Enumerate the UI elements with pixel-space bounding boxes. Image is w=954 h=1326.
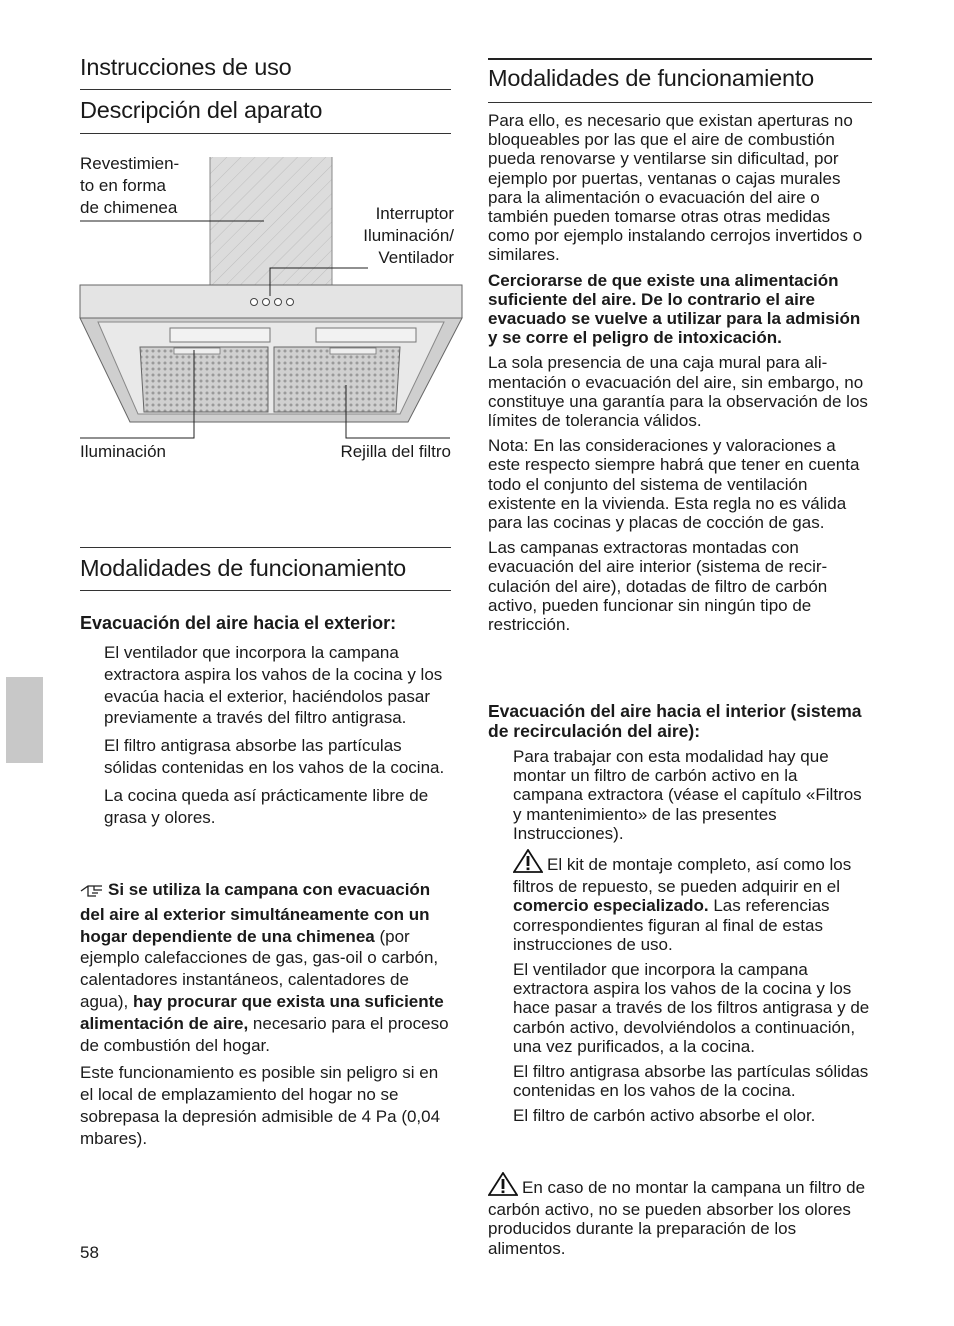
right-final-warning: En caso de no montar la campana un filtro de carbón activo, no se pueden absorber los olores producidos durante la preparación de los alimentos. <box>488 1172 872 1264</box>
right-block-1 <box>488 111 872 640</box>
warning-triangle-icon <box>488 1172 518 1200</box>
left-p1: El ventilador que incorpora la campana extractora aspira los vahos de la cocina y los evacúa hacia el exterior, haciéndolos pasar previamente a través del filtro antigrasa. <box>104 643 443 728</box>
sub-exterior: Evacuación del aire hacia el exterior: <box>80 613 397 633</box>
hood-diagram <box>78 150 468 450</box>
description-rule <box>80 133 451 134</box>
label-filter: Rejilla del filtro <box>340 442 451 461</box>
right-indented-block: Para trabajar con esta modalidad hay que montar un filtro de carbón activo en la campana extractora (véase el capítulo «Filtros y mantenimiento» de las presentes Instrucciones). El kit de montaje completo, así como los filtros de repuesto, se pueden adquirir en el comercio especializado. Las referencias correspondientes figuran al final de estas instrucciones de uso. El ventilador que incorpora la campana extractora aspira los vahos de la cocina y los hace pasar a través de los filtros antigrasa y de carbón activo, devolviéndolos a continuación, una vez purificados, a la cocina. El filtro antigrasa absorbe las partículas sólidas contenidas en los vahos de la cocina. El filtro de carbón activo absorbe el olor. <box>513 747 872 1132</box>
right-section-rule-top <box>488 58 872 60</box>
right-section-rule-bottom <box>488 102 872 103</box>
right-p3: La sola presencia de una caja mural para alimentación o evacuación del aire, sin embargo, no constituye una garantía para la observación de los límites de tolerancia válidos. <box>488 353 868 431</box>
right-p1: Para ello, es necesario que existan aperturas no bloqueables por las que el aire de combustión pueda renovarse y ventilarse sin dificultad, por ejemplo por puertas, ventanas o cajas murales para la alimentación o evacuación del aire o también pueden tomarse otras otras medidas como por ejemplo instalando cerrojos invertidos o similares. <box>488 111 863 265</box>
left-p4: Este funcionamiento es posible sin peligro si en el local de emplazamiento del hogar no se sobrepasa la depresión admisible de 4 Pa (0,04 mbares). <box>80 1063 441 1148</box>
warning-triangle-icon <box>513 849 543 877</box>
right-p10: El filtro de carbón activo absorbe el olor. <box>513 1106 816 1126</box>
label-light: Iluminación <box>80 442 166 461</box>
right-p2-warning: Cerciorarse de que existe una alimentación suficiente del aire. De lo contrario el aire evacuado se vuelve a utilizar para la admisión y se corre el peligro de intoxicación. <box>488 270 861 348</box>
left-indented-block <box>104 642 449 834</box>
left-section-rule-top <box>80 547 451 548</box>
right-p4: Nota: En las consideraciones y valoraciones a este respecto siempre habrá que tener en cuenta todo el conjunto del sistema de ventilación existente en la vivienda. Esta regla no es válida para las cocinas y placas de cocción de gas. <box>488 436 860 533</box>
sub-interior: Evacuación del aire hacia el interior (sistema de recirculación del aire): <box>488 701 862 741</box>
left-p2: El filtro antigrasa absorbe las partículas sólidas contenidas en los vahos de la cocina. <box>104 736 445 777</box>
left-p3: La cocina queda así prácticamente libre de grasa y olores. <box>104 785 429 827</box>
chapter-tab <box>6 677 43 763</box>
left-note-block: Si se utiliza la campana con evacuación del aire al exterior simultáneamente con un hogar dependiente de una chimenea (por ejemplo calefacciones de gas, gas-oil o carbón, calentadores instantáneos, calentadores de agua), hay procurar que exista una suficiente alimentación de aire, necesario para el proceso de combustión del hogar. Este funcionamiento es posible sin peligro si en el local de emplazamiento del hogar no se sobrepasa la depresión admisible de 4 Pa (0,04 mbares). <box>80 880 449 1148</box>
title-rule <box>80 89 451 90</box>
right-p5: Las campanas extractoras montadas con evacuación del aire interior (sistema de recirculación del aire), dotadas de filtro de carbón activo, pueden funcionar sin ningún tipo de restricción. <box>488 538 828 635</box>
page-number: 58 <box>80 1243 99 1262</box>
right-p6: Para trabajar con esta modalidad hay que montar un filtro de carbón activo en la campana extractora (véase el capítulo «Filtros y mantenimiento» de las presentes Instrucciones). <box>513 747 862 843</box>
left-section-rule-bottom <box>80 590 451 591</box>
label-chimney: Revestimien- to en forma de chimenea <box>80 154 180 217</box>
right-section-title: Modalidades de funcionamiento <box>488 65 815 91</box>
right-p8: El ventilador que incorpora la campana extractora aspira los vahos de la cocina y los hace pasar a través de los filtros antigrasa y de carbón activo, devolviéndolos a continuación, una vez purificados, a la cocina. <box>513 960 870 1056</box>
label-switch: Interruptor Iluminación/ Ventilador <box>363 204 454 267</box>
manual-title: Instrucciones de uso <box>80 54 292 80</box>
pointing-hand-icon <box>80 882 104 904</box>
hood-body <box>80 285 462 422</box>
section-description-title: Descripción del aparato <box>80 97 323 123</box>
left-section-title: Modalidades de funcionamiento <box>80 555 407 581</box>
right-p9: El filtro antigrasa absorbe las partículas sólidas contenidas en los vahos de la cocina. <box>513 1062 869 1101</box>
